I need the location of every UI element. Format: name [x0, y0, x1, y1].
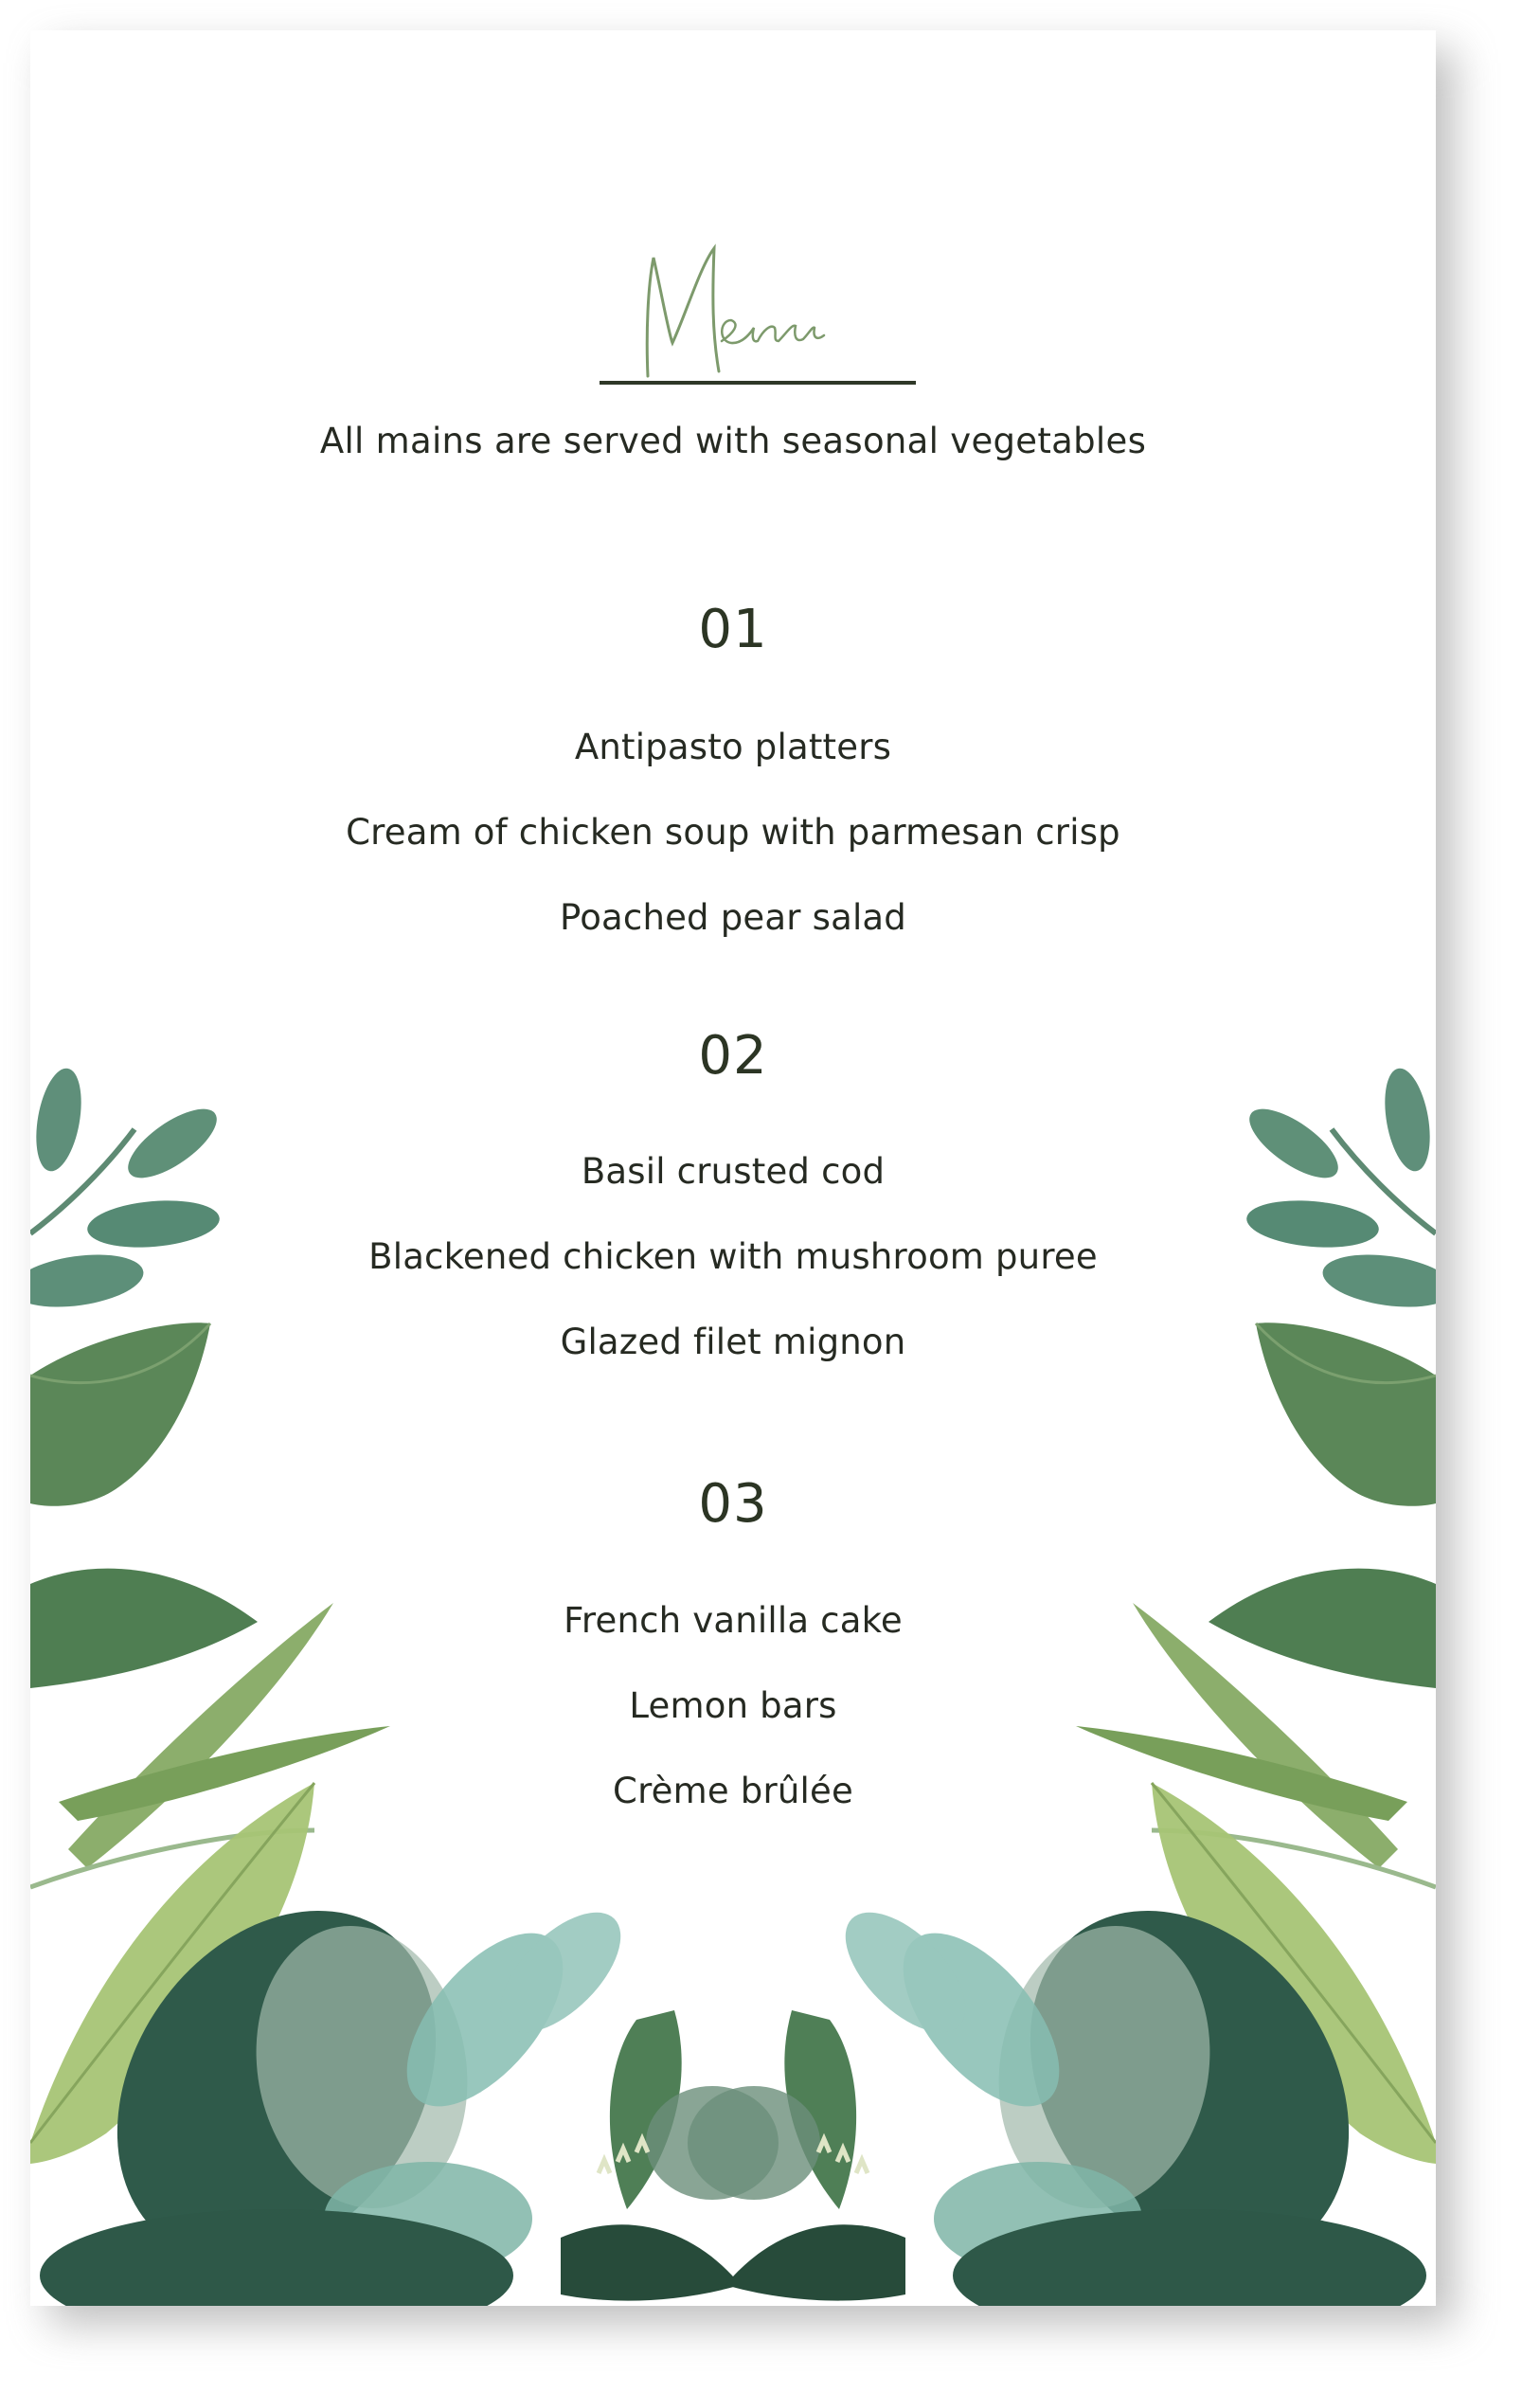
menu-item: Crème brûlée [613, 1771, 853, 1811]
menu-item: Lemon bars [629, 1685, 837, 1726]
course-number-2: 02 [698, 1025, 768, 1087]
menu-item: Antipasto platters [574, 727, 892, 767]
menu-item: Basil crusted cod [581, 1151, 886, 1192]
menu-title-script [610, 229, 856, 390]
menu-item: Poached pear salad [560, 897, 906, 938]
menu-subtitle: All mains are served with seasonal vegetables [319, 421, 1147, 461]
course-number-1: 01 [698, 599, 768, 660]
menu-item: Blackened chicken with mushroom puree [368, 1236, 1098, 1277]
title-divider [600, 381, 916, 385]
menu-card [30, 30, 1436, 2306]
course-number-3: 03 [698, 1473, 768, 1535]
menu-item: Glazed filet mignon [560, 1322, 906, 1362]
menu-item: French vanilla cake [564, 1600, 903, 1641]
menu-item: Cream of chicken soup with parmesan crisp [346, 812, 1120, 853]
